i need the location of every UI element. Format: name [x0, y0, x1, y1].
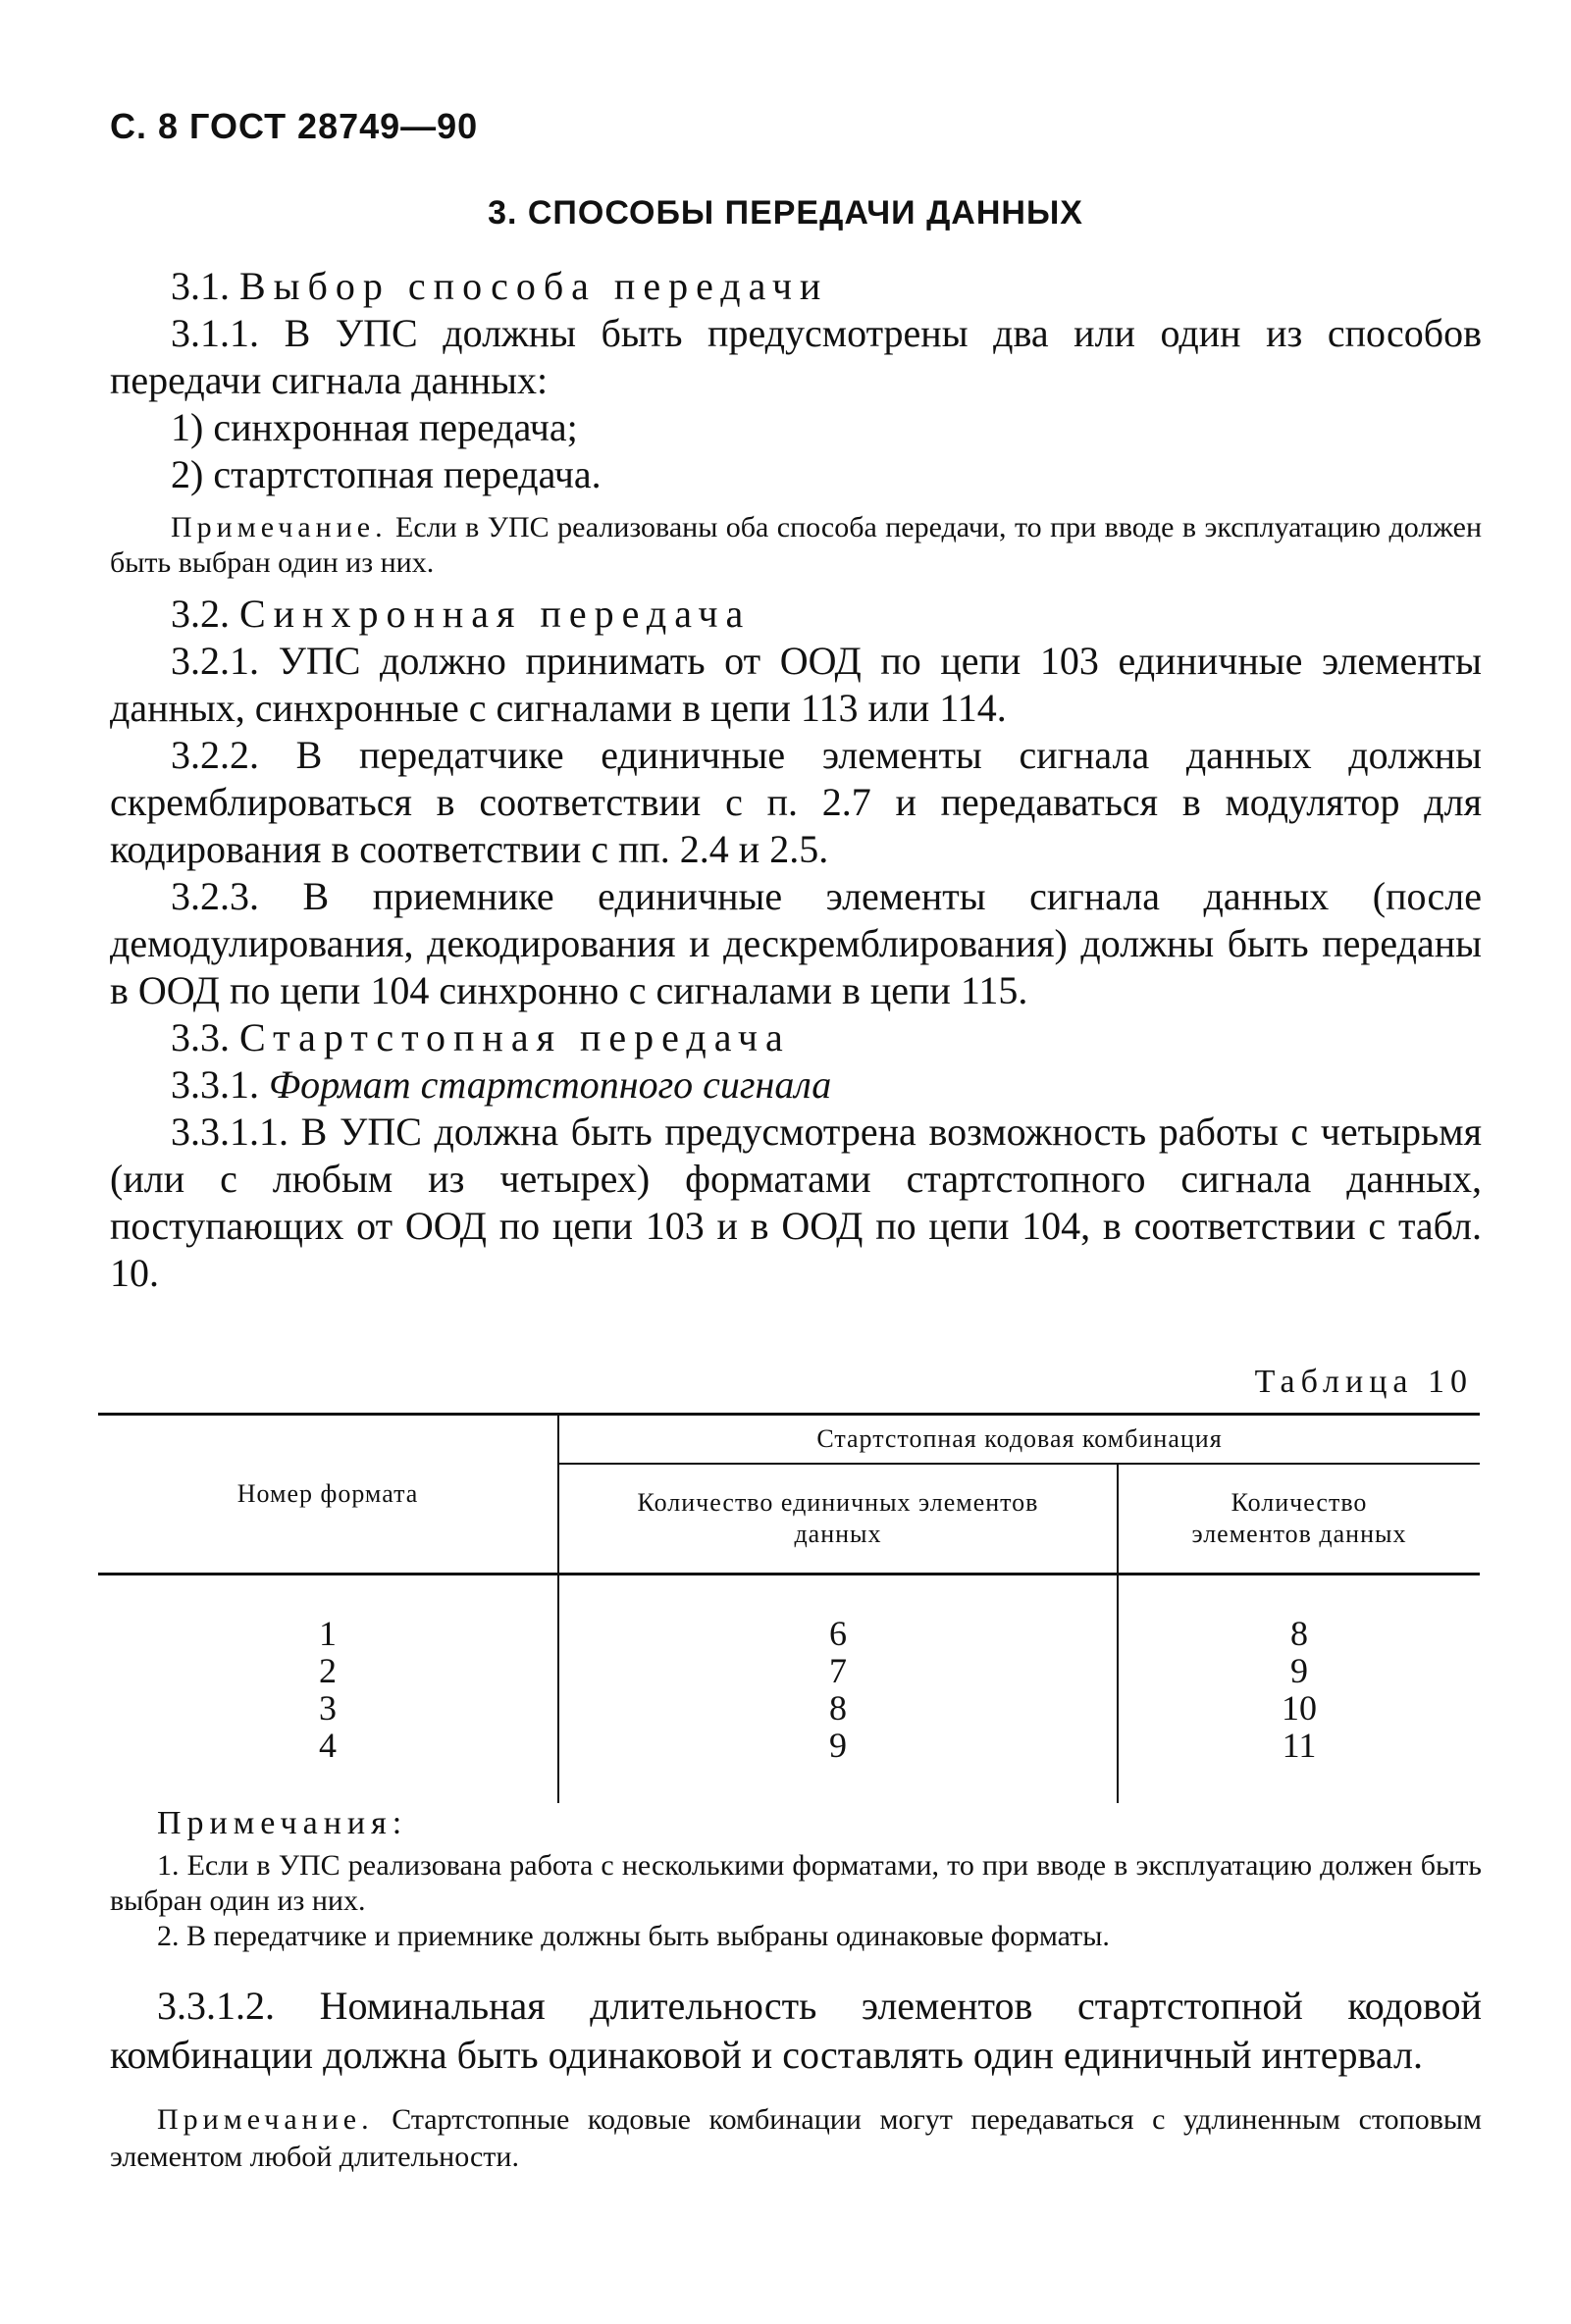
paragraph-3-2-2: 3.2.2. В передатчике единичные элементы сигнала данных должны скремблироваться в соответствии с п. 2.7 и передаваться в модулятор для кодирования в соответствии с пп. 2.4 и 2.5. [110, 733, 1482, 871]
paragraph-3-1-1: 3.1.1. В УПС должны быть предусмотрены два или один из способов передачи сигнала данных: [110, 311, 1482, 402]
final-note [110, 2101, 1482, 2176]
subsection-number: 3.2. [171, 592, 230, 636]
note-label: Примечание. [171, 511, 388, 543]
formats-table [98, 1413, 1480, 1803]
cell-format: 4 [319, 1726, 337, 1765]
col-header-units: Количество единичных элементов данных [558, 1464, 1118, 1575]
paragraph-3-3-1-1: 3.3.1.1. В УПС должна быть предусмотрена возможность работы с четырьмя (или с любым из четырех) форматами стартстопного сигнала данных, поступающих от ООД по цепи 103 и в ООД по цепи 104, в соответствии с табл. 10. [110, 1110, 1482, 1295]
cell-units: 9 [558, 1727, 1118, 1764]
subsection-title: Формат стартстопного сигнала [269, 1062, 832, 1107]
note-text: Стартстопные кодовые комбинации могут передаваться с удлиненным стоповым элементом любой длительности. [110, 2103, 1483, 2173]
page-header: С. 8 ГОСТ 28749—90 [110, 106, 479, 146]
cell-units: 8 [558, 1689, 1118, 1727]
cell-elements: 11 [1118, 1727, 1480, 1764]
note-item: 1. Если в УПС реализована работа с несколькими форматами, то при вводе в эксплуатацию должен быть выбран один из них. [110, 1849, 1482, 1917]
subsection-3-3-1 [110, 1061, 1482, 1109]
table-notes-section [110, 1805, 1482, 2176]
table-row [98, 1727, 1480, 1764]
note-text: Если в УПС реализованы оба способа передачи, то при вводе в эксплуатацию должен быть выбран один из них. [110, 511, 1483, 579]
cell-format: 3 [319, 1688, 337, 1728]
paragraph-3-2-3: 3.2.3. В приемнике единичные элементы сигнала данных (после демодулирования, декодирования и дескремблирования) должны быть переданы в ООД по цепи 104 синхронно с сигналами в цепи 115. [110, 874, 1482, 1012]
cell-elements: 9 [1118, 1652, 1480, 1689]
subsection-3-2 [110, 591, 1482, 638]
col-header-format: Номер формата [98, 1415, 558, 1575]
note-item: 2. В передатчике и приемнике должны быть выбраны одинаковые форматы. [157, 1920, 1110, 1952]
note-label: Примечание. [157, 2103, 374, 2136]
col-header-elements: Количество элементов данных [1118, 1464, 1480, 1575]
cell-format: 2 [319, 1651, 337, 1690]
notes-label: Примечания: [157, 1805, 408, 1841]
section-title: 3. СПОСОБЫ ПЕРЕДАЧИ ДАННЫХ [488, 194, 1083, 232]
paragraph-3-2-1: 3.2.1. УПС должно принимать от ООД по цепи 103 единичные элементы данных, синхронные с сигналами в цепи 113 или 114. [110, 639, 1482, 730]
list-item: 2) стартстопная передача. [171, 452, 602, 496]
subsection-number: 3.3.1. [171, 1062, 259, 1107]
paragraph-3-3-1-2: 3.3.1.2. Номинальная длительность элементов стартстопной кодовой комбинации должна быть одинаковой и составлять один единичный интервал. [110, 1984, 1482, 2077]
table-row [98, 1652, 1480, 1689]
subsection-title: Синхронная передача [239, 592, 752, 636]
cell-elements: 10 [1118, 1689, 1480, 1727]
table-caption: Таблица 10 [1254, 1364, 1473, 1400]
subsection-title: Выбор способа передачи [239, 264, 829, 308]
table-row [98, 1689, 1480, 1727]
list-item: 1) синхронная передача; [171, 405, 578, 449]
subsection-title: Стартстопная передача [239, 1015, 791, 1059]
cell-units: 7 [558, 1652, 1118, 1689]
body-text [110, 263, 1482, 1297]
subsection-number: 3.3. [171, 1015, 230, 1059]
col-group-header: Стартстопная кодовая комбинация [558, 1415, 1480, 1465]
cell-units: 6 [558, 1615, 1118, 1652]
subsection-number: 3.1. [171, 264, 230, 308]
subsection-3-3 [110, 1014, 1482, 1061]
cell-format: 1 [319, 1614, 337, 1653]
table-row [98, 1615, 1480, 1652]
subsection-3-1 [110, 263, 1482, 310]
note-1 [110, 510, 1482, 581]
cell-elements: 8 [1118, 1615, 1480, 1652]
